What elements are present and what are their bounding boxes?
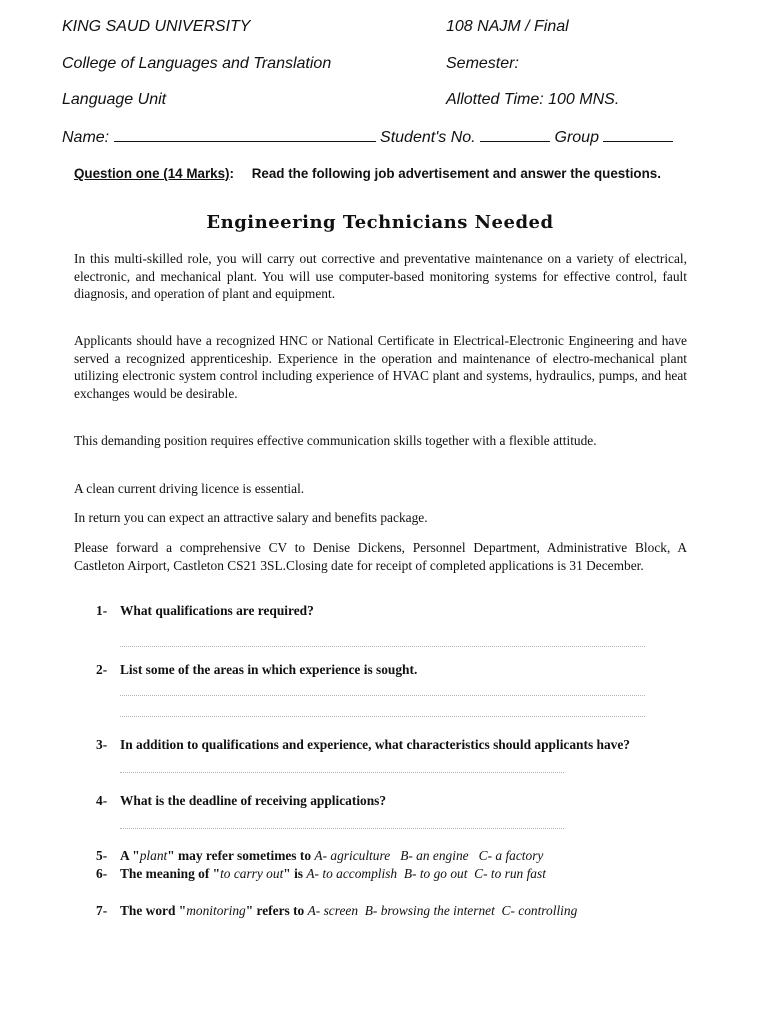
advert-paragraph: A clean current driving licence is essential. [74,481,305,496]
advert-paragraph: This demanding position requires effective communication skills together with a flexible attitude. [74,433,597,448]
question-3: 3- In addition to qualifications and experience, what characteristics should applicants have? [96,737,630,752]
student-no-field[interactable] [480,127,550,142]
question-6: 6- The meaning of "to carry out" is A- to accomplish B- to go out C- to run fast [96,866,546,881]
advert-title: Engineering Technicians Needed [206,212,554,233]
name-label: Name: [62,129,110,146]
question-7: 7- The word "monitoring" refers to A- screen B- browsing the internet C- controlling [96,903,578,918]
option-a[interactable]: A- to accomplish [306,866,398,881]
question-2: 2- List some of the areas in which experience is sought. [96,662,418,677]
group-field[interactable] [603,127,673,142]
question-5: 5- A "plant" may refer sometimes to A- agriculture B- an engine C- a factory [96,848,544,863]
course-code: 108 NAJM / Final [446,18,569,35]
option-a[interactable]: A- agriculture [314,848,391,863]
option-b[interactable]: B- to go out [403,866,468,881]
question-one-label: Question one (14 Marks) [74,166,230,181]
name-field[interactable] [114,127,376,142]
advert-paragraph: In return you can expect an attractive salary and benefits package. [74,510,428,525]
advert-paragraph: In this multi-skilled role, you will carry out corrective and preventative maintenance on a variety of electrical, electronic, and mechanical plant. You will use computer-based monitoring systems for effective control, fault diagnosis, and operation of plant and equipment. [74,251,687,302]
group-label: Group [554,129,599,146]
question-1: 1- What qualifications are required? [96,603,314,618]
question-4: 4- What is the deadline of receiving applications? [96,793,387,808]
answer-line[interactable] [120,695,645,696]
university-name: KING SAUD UNIVERSITY [62,18,251,35]
option-b[interactable]: B- an engine [400,848,469,863]
answer-line[interactable] [120,716,645,717]
question-one-heading: Question one (14 Marks): Read the following job advertisement and answer the questions. [74,166,661,181]
college-name: College of Languages and Translation [62,55,332,72]
unit-name: Language Unit [62,91,167,108]
student-no-label: Student's No. [380,129,476,146]
answer-line[interactable] [120,772,564,773]
allotted-time: Allotted Time: 100 MNS. [446,91,620,108]
answer-line[interactable] [120,828,564,829]
option-c[interactable]: C- a factory [478,848,544,863]
student-info-row [62,127,673,147]
answer-line[interactable] [120,646,645,647]
advert-paragraph: Applicants should have a recognized HNC or National Certificate in Electrical-Electronic Engineering and have served a recognized apprenticeship. Experience in the operation and maintenance of electro-mechanical plant utilizing electronic system control including experience of HVAC plant and systems, hydraulics, pumps, and heat exchanges would be desirable. [74,333,687,401]
option-c[interactable]: C- to run fast [474,866,546,881]
option-b[interactable]: B- browsing the internet [364,903,495,918]
question-one-instruction: Read the following job advertisement and answer the questions. [251,166,661,181]
option-c[interactable]: C- controlling [501,903,578,918]
semester-label: Semester: [446,55,519,72]
option-a[interactable]: A- screen [307,903,359,918]
advert-paragraph: Please forward a comprehensive CV to Denise Dickens, Personnel Department, Administrative Block, A Castleton Airport, Castleton CS21 3SL.Closing date for receipt of completed applications is 31 December. [74,540,687,573]
